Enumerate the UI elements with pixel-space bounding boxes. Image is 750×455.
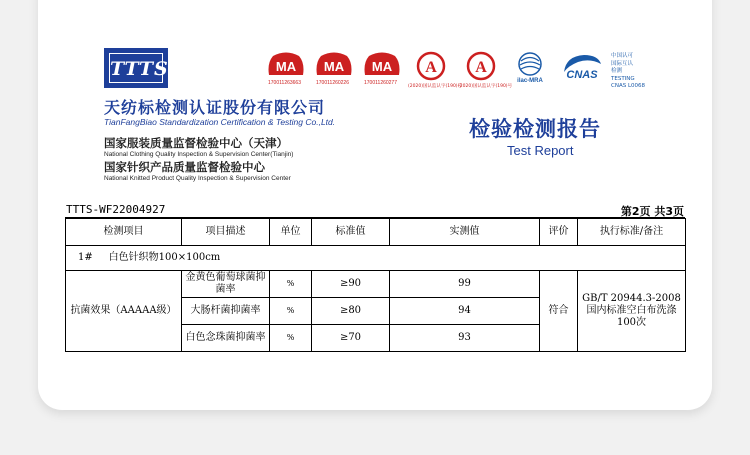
row-measured: 99 xyxy=(390,271,540,298)
cma-mark-icon xyxy=(314,51,354,77)
ma-label: MA xyxy=(275,59,297,74)
center1-name-cn: 国家服装质量监督检验中心（天津） xyxy=(104,136,288,150)
row-unit: % xyxy=(270,325,312,352)
report-title-cn: 检验检测报告 xyxy=(469,116,601,141)
ca-label: A xyxy=(425,59,437,76)
evaluation-cell: 符合 xyxy=(540,271,578,352)
row-standard: ≥70 xyxy=(312,325,390,352)
cma-mark-icon xyxy=(362,51,402,77)
ma-label: MA xyxy=(323,59,345,74)
cma-mark-icon xyxy=(266,51,306,77)
ca-number-1: (2020)国认监认字(190)号 xyxy=(408,84,463,89)
header-test-item: 检测项目 xyxy=(66,219,182,246)
cnas-label: CNAS xyxy=(566,69,598,81)
cnas-side-text: 中国认可 国际互认 检测 TESTING CNAS L0068 xyxy=(611,53,646,89)
test-item: 抗菌效果（AAAAA级） xyxy=(66,271,182,352)
sample-row xyxy=(66,246,686,271)
table-header-row xyxy=(66,219,686,246)
center2-name-en: National Knitted Product Quality Inspection & Supervision Center xyxy=(104,175,291,182)
row-unit: % xyxy=(270,298,312,325)
row-standard: ≥90 xyxy=(312,271,390,298)
ma-number-1: 170011263663 xyxy=(268,80,301,86)
center2-name-cn: 国家针织产品质量监督检验中心 xyxy=(104,160,265,174)
ca-label: A xyxy=(475,59,487,76)
ma-number-3: 170011260277 xyxy=(364,80,397,86)
page-indicator: 第2页 共3页 xyxy=(620,205,684,218)
header-evaluation: 评价 xyxy=(540,219,578,246)
header-standard: 标准值 xyxy=(312,219,390,246)
ilac-label: ilac-MRA xyxy=(517,78,543,84)
ma-label: MA xyxy=(371,59,393,74)
ca-number-2: (2020)国认监认字(190)号 xyxy=(458,84,513,89)
ca-mark-icon xyxy=(414,51,448,81)
header-unit: 单位 xyxy=(270,219,312,246)
row-unit: % xyxy=(270,271,312,298)
ca-mark-icon xyxy=(464,51,498,81)
row-description: 大肠杆菌抑菌率 xyxy=(182,298,270,325)
row-description: 金黄色葡萄球菌抑菌率 xyxy=(182,271,270,298)
standard-note-cell: GB/T 20944.3-2008 国内标准空白布洗涤100次 xyxy=(578,271,686,352)
table-row xyxy=(66,271,686,298)
header-standard-note: 执行标准/备注 xyxy=(578,219,686,246)
results-table xyxy=(65,218,686,352)
sample-index: 1# xyxy=(78,252,93,263)
cnas-icon xyxy=(560,52,604,82)
report-number: TTTS-WF22004927 xyxy=(66,203,166,216)
header-measured: 实测值 xyxy=(390,219,540,246)
row-measured: 93 xyxy=(390,325,540,352)
company-name-cn: 天纺标检测认证股份有限公司 xyxy=(104,98,326,117)
ttts-logo: TTTS xyxy=(104,48,168,88)
company-name-en: TianFangBiao Standardization Certification & Testing Co.,Ltd. xyxy=(104,117,336,127)
ma-number-2: 170011260226 xyxy=(316,80,349,86)
row-measured: 94 xyxy=(390,298,540,325)
sample-name: 白色针织物100×100cm xyxy=(108,252,221,263)
row-description: 白色念珠菌抑菌率 xyxy=(182,325,270,352)
center1-name-en: National Clothing Quality Inspection & Supervision Center(Tianjin) xyxy=(104,151,294,158)
header-description: 项目描述 xyxy=(182,219,270,246)
ilac-mra-icon xyxy=(512,50,548,84)
row-standard: ≥80 xyxy=(312,298,390,325)
report-title-en: Test Report xyxy=(507,143,574,158)
